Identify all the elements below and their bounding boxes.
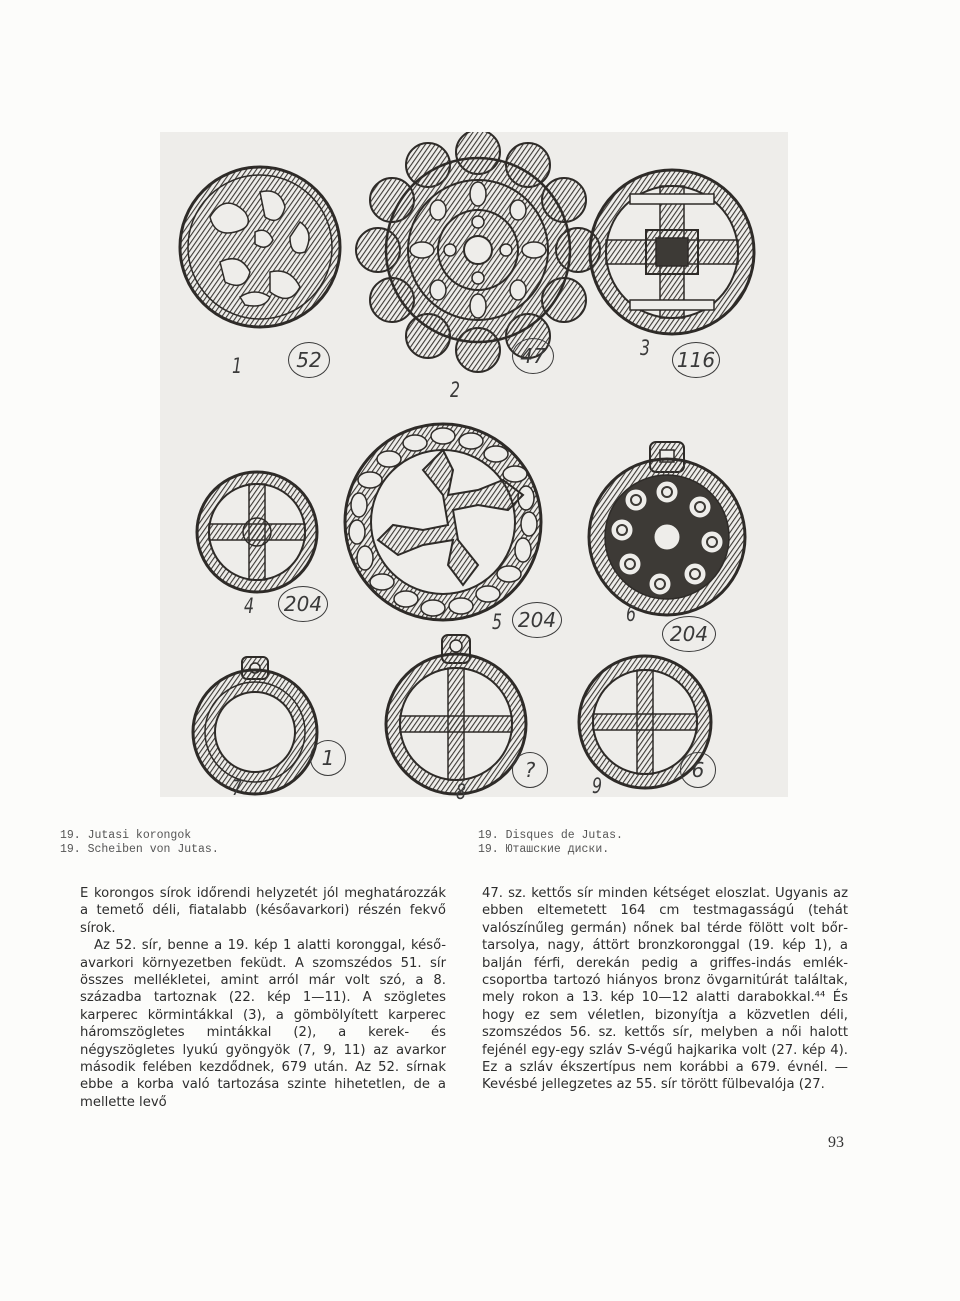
grave-number-5: 204 — [512, 602, 562, 638]
grave-number-4: 204 — [278, 586, 328, 622]
item-number-5: 5 — [492, 610, 503, 634]
disc-6 — [589, 442, 745, 615]
grave-number-2: 47 — [512, 338, 554, 374]
item-number-2: 2 — [450, 378, 461, 402]
figure-plate — [160, 132, 788, 804]
caption-hu: 19. Jutasi korongok — [60, 829, 192, 842]
caption-fr: 19. Disques de Jutas. — [478, 829, 623, 842]
text-column-right — [482, 885, 848, 1094]
item-number-8: 8 — [456, 780, 467, 804]
caption-ru: 19. Юташские диски. — [478, 843, 610, 856]
page-number: 93 — [828, 1134, 844, 1151]
paragraph: 47. sz. kettős sír minden kétséget eloszlat. Ugyanis az ebben eltemetett 164 cm testmagasságú (tehát valószínűleg germán) nőnek bal térde fölött volt bőrtarsolya, nagy, áttört bronzkoronggal (19. kép 1), a balján férfi, derekán pedig a griffes-indás emlékcsoportba tartozó hiányos bronz övgarnitúrát találtak, mely rokon a 13. kép 10—12 alatti darabokkal.⁴⁴ És hogy ez sem véletlen, bizonyítja a közvetlen déli, szomszédos 56. sz. kettős sír, melyben a női halott fejénél egy-egy szláv S-végű hajkarika volt (27. kép 4). Ez a szláv ékszertípus nem korábbi a 679. évnél. — Kevésbé jellegzetes az 55. sír törött fülbevalója (27. — [482, 886, 848, 1093]
item-number-7: 7 — [232, 776, 243, 800]
disc-2 — [356, 132, 600, 372]
item-number-9: 9 — [592, 774, 603, 798]
caption-right — [478, 829, 623, 857]
item-number-3: 3 — [640, 336, 651, 360]
grave-number-1: 52 — [288, 342, 330, 378]
item-number-6: 6 — [626, 602, 637, 626]
grave-number-3: 116 — [672, 342, 720, 378]
disc-7 — [193, 657, 317, 794]
disc-8 — [386, 635, 526, 794]
item-number-1: 1 — [232, 354, 243, 378]
grave-number-9: 6 — [680, 752, 716, 788]
caption-de: 19. Scheiben von Jutas. — [60, 843, 219, 856]
disc-drawings — [160, 132, 788, 797]
paragraph: Az 52. sír, benne a 19. kép 1 alatti koronggal, későavarkori környezetben feküdt. A szomszédos 51. sír összes mellékletei, amint arról már volt szó, a 8. századba tartoznak (22. kép 1—11). A szögletes karperec körmintákkal (3), a gömbölyített karperec háromszögletes mintákkal (2), a kerek- és négyszögletes lyukú gyöngyök (7, 9, 11) az avarkor második felében kezdődnek, 679 után. Az 52. sírnak ebbe a korba való tartozása szinte hihetetlen, de a mellette levő — [80, 938, 446, 1110]
grave-number-7: 1 — [310, 740, 346, 776]
disc-3 — [590, 170, 754, 334]
text-column-left — [80, 885, 446, 1111]
disc-1 — [180, 167, 340, 327]
caption-left — [60, 829, 219, 857]
grave-number-8: ? — [512, 752, 548, 788]
disc-4 — [197, 472, 317, 592]
disc-5 — [345, 424, 541, 620]
paragraph: E korongos sírok időrendi helyzetét jól meghatározzák a temető déli, fiatalabb (későavarkori) részén fekvő sírok. — [80, 886, 446, 936]
item-number-4: 4 — [244, 594, 255, 618]
grave-number-6: 204 — [662, 616, 716, 652]
